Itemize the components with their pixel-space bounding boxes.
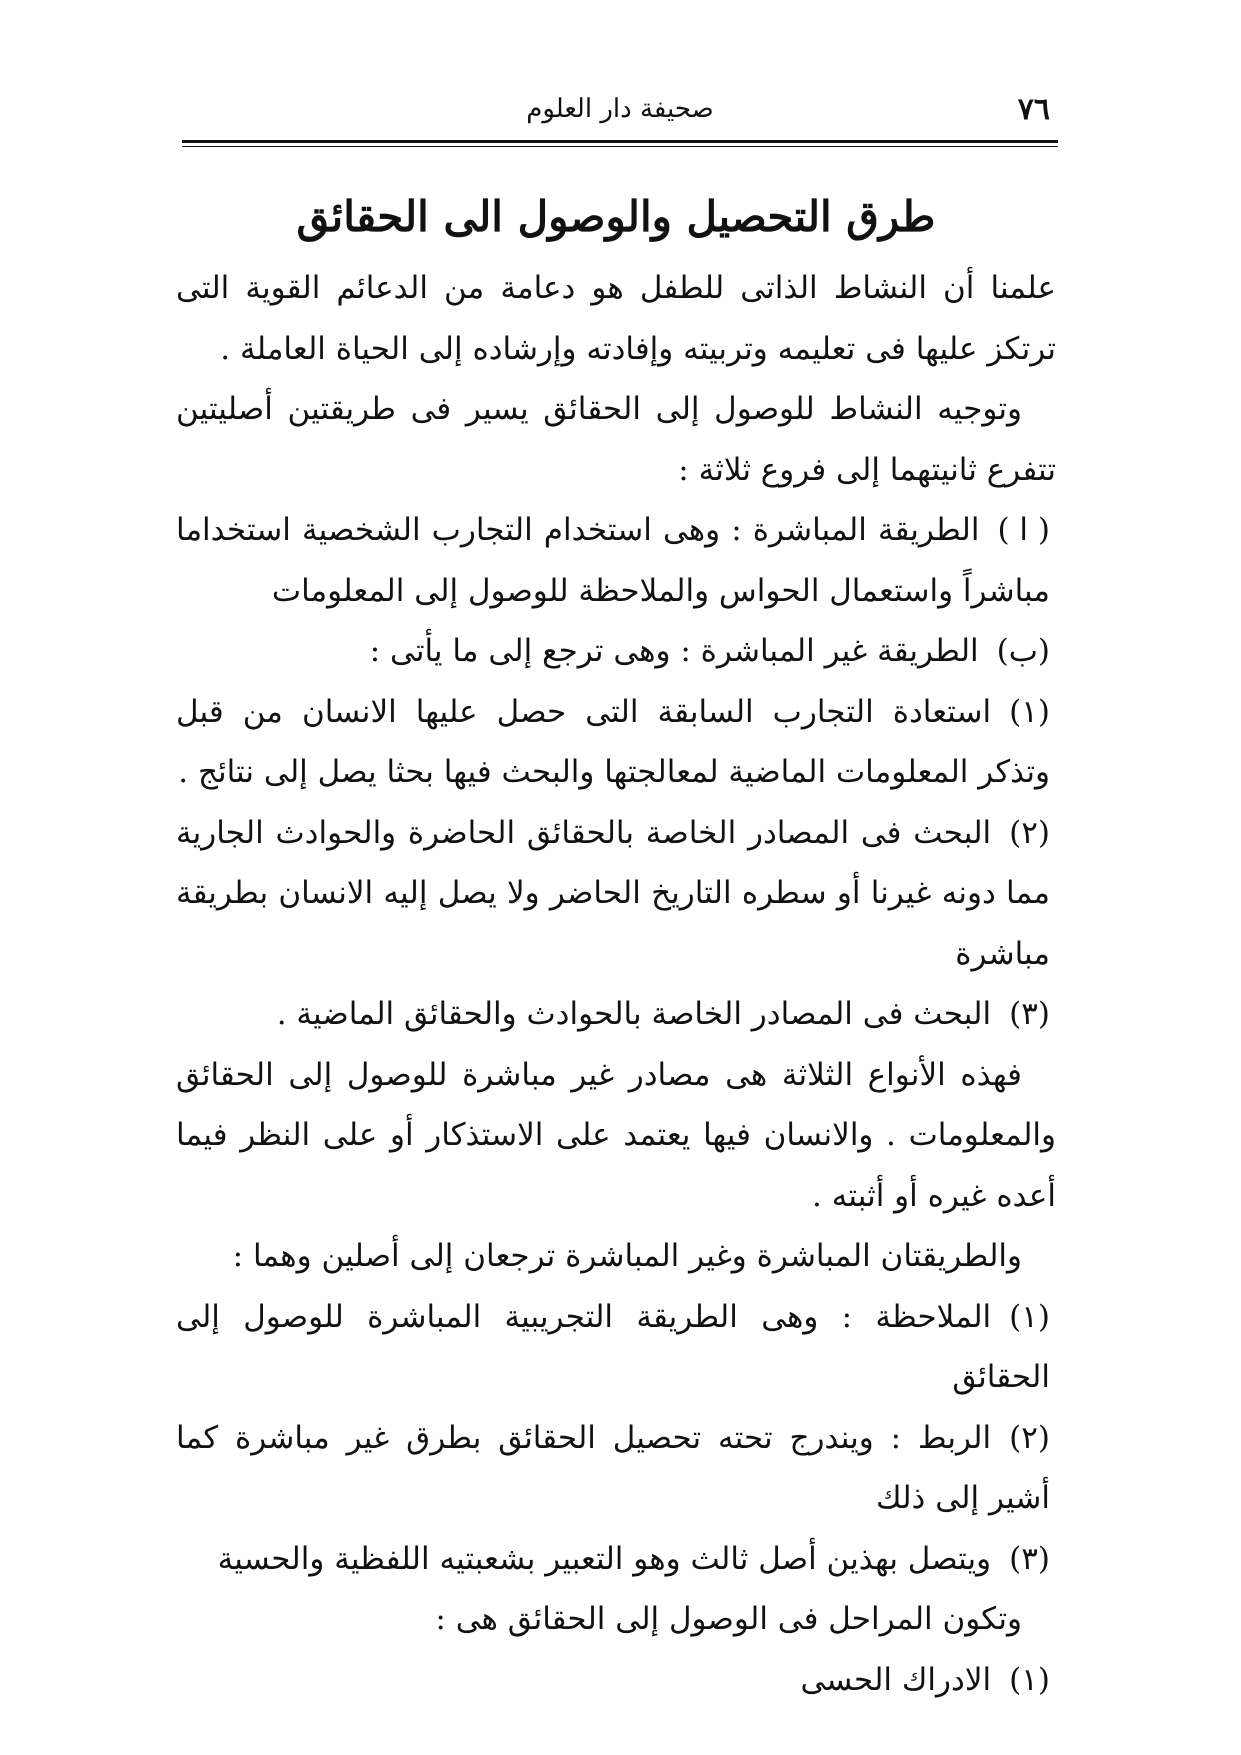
running-title: صحيفة دار العلوم xyxy=(526,94,714,124)
stage-item-1 xyxy=(176,1650,1056,1711)
header-divider-thin xyxy=(182,146,1058,147)
stage-item-1-text: الادراك الحسى xyxy=(800,1661,992,1698)
method-b-item xyxy=(176,621,1056,682)
indirect-item-2-number: (٢) xyxy=(1009,814,1050,851)
base-item-1-text: الملاحظة : وهى الطريقة التجريبية المباشرة للوصول إلى الحقائق xyxy=(176,1298,1050,1395)
indirect-item-2-text: البحث فى المصادر الخاصة بالحقائق الحاضرة والحوادث الجارية مما دونه غيرنا أو سطره التاريخ الحاضر ولا يصل إليه الانسان بطريقة مباشرة xyxy=(176,814,1050,972)
intro-paragraph: علمنا أن النشاط الذاتى للطفل هو دعامة من الدعائم القوية التى ترتكز عليها فى تعليمه وتربيته وإفادته وإرشاده إلى الحياة العاملة . xyxy=(176,270,1056,367)
indirect-item-1 xyxy=(176,682,1056,803)
base-item-3-text: ويتصل بهذين أصل ثالث وهو التعبير بشعبتيه اللفظية والحسية xyxy=(217,1540,992,1577)
base-item-3-number: (٣) xyxy=(1009,1540,1050,1577)
method-b-number: (ب) xyxy=(996,633,1050,669)
indirect-item-3 xyxy=(176,984,1056,1045)
header-divider xyxy=(182,140,1058,143)
base-item-2 xyxy=(176,1408,1056,1529)
page-header xyxy=(180,92,1060,136)
indirect-item-1-text: استعادة التجارب السابقة التى حصل عليها الانسان من قبل وتذكر المعلومات الماضية لمعالجتها والبحث فيها بحثا يصل إلى نتائج . xyxy=(176,693,1050,790)
method-a-item xyxy=(176,500,1056,621)
stage-item-1-number: (١) xyxy=(1009,1661,1050,1698)
base-item-2-number: (٢) xyxy=(1009,1419,1050,1456)
article-title: طرق التحصيل والوصول الى الحقائق xyxy=(296,192,936,241)
indirect-item-1-number: (١) xyxy=(1009,693,1050,730)
base-item-1 xyxy=(176,1287,1056,1408)
two-bases-intro: والطريقتان المباشرة وغير المباشرة ترجعان إلى أصلين وهما : xyxy=(232,1238,1022,1274)
article-body xyxy=(176,182,1056,1710)
stages-intro: وتكون المراحل فى الوصول إلى الحقائق هى : xyxy=(435,1601,1022,1637)
summary-paragraph: فهذه الأنواع الثلاثة هى مصادر غير مباشرة للوصول إلى الحقائق والمعلومات . والانسان فيها يعتمد على الاستذكار أو على النظر فيما أعده غيره أو أثبته . xyxy=(176,1056,1056,1214)
base-item-1-number: (١) xyxy=(1009,1298,1050,1335)
base-item-3 xyxy=(176,1529,1056,1590)
paths-intro-paragraph: وتوجيه النشاط للوصول إلى الحقائق يسير فى طريقتين أصليتين تتفرع ثانيتهما إلى فروع ثلاثة : xyxy=(176,391,1056,488)
base-item-2-text: الربط : ويندرج تحته تحصيل الحقائق بطرق غير مباشرة كما أشير إلى ذلك xyxy=(176,1419,1050,1516)
method-a-number: ( ا ) xyxy=(997,512,1050,548)
indirect-item-3-text: البحث فى المصادر الخاصة بالحوادث والحقائق الماضية . xyxy=(276,996,992,1032)
method-b-text: الطريقة غير المباشرة : وهى ترجع إلى ما يأتى : xyxy=(369,633,979,669)
indirect-item-3-number: (٣) xyxy=(1009,996,1050,1032)
method-a-text: الطريقة المباشرة : وهى استخدام التجارب الشخصية استخداما مباشراً واستعمال الحواس والملاحظة للوصول إلى المعلومات xyxy=(176,512,1050,609)
indirect-item-2 xyxy=(176,803,1056,985)
page-number: ٧٦ xyxy=(1017,92,1050,127)
